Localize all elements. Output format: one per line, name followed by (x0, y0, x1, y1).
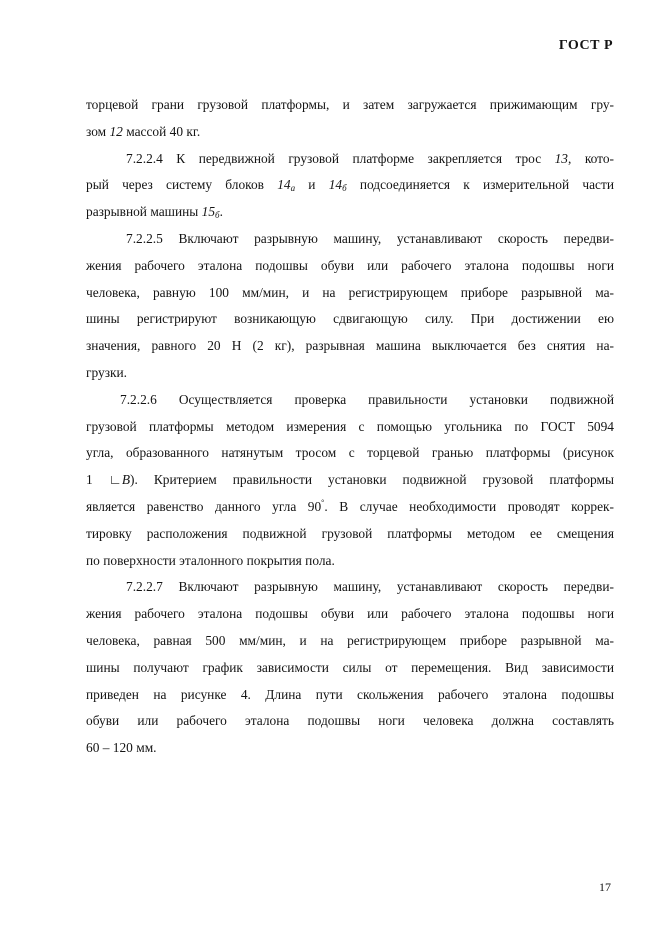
text-line (86, 199, 614, 226)
text-line (86, 172, 614, 199)
ref-number: 15 (201, 204, 216, 220)
text-line: 7.2.2.7 Включают разрывную машину, устанавливают скорость передви- (126, 579, 614, 595)
text-line: 7.2.2.6 Осуществляется проверка правильности установки подвижной (120, 391, 614, 407)
text-line: жения рабочего эталона подошвы обуви или рабочего эталона подошвы ноги (86, 606, 614, 622)
text-line (86, 146, 614, 173)
text-line: тировку расположения подвижной грузовой платформы методом ее смещения (86, 525, 614, 541)
text-line: 7.2.2.5 Включают разрывную машину, устанавливают скорость передви- (126, 230, 614, 246)
text-line (86, 467, 614, 494)
text-fragment: , кото- (568, 150, 614, 166)
document-header: ГОСТ Р (558, 38, 613, 53)
paragraph-continuation (86, 92, 614, 146)
text-line: человека, равная 500 мм/мин, и на регистрирующем приборе разрывной ма- (86, 632, 614, 648)
text-line: торцевой грани грузовой платформы, и затем загружается прижимающим гру- (86, 97, 614, 112)
ref-subscript: а (290, 183, 296, 194)
text-line: 60 – 120 мм. (86, 740, 157, 756)
ref-number: 14 (328, 177, 343, 193)
paragraph-7-2-2-5 (86, 226, 614, 387)
ref-subscript: б (215, 210, 220, 221)
text-fragment: и (295, 177, 329, 193)
paragraph-7-2-2-4 (86, 146, 614, 226)
text-line: шины получают график зависимости силы от перемещения. Вид зависимости (86, 659, 614, 675)
page-number: 17 (599, 880, 611, 894)
figure-ref (277, 177, 295, 192)
degree-mark: ° (321, 497, 325, 507)
text-line: человека, равную 100 мм/мин, и на регистрирующем приборе разрывной ма- (86, 284, 614, 300)
figure-ref: В (121, 472, 131, 488)
text-line: по поверхности эталонного покрытия пола. (86, 552, 335, 568)
figure-ref (202, 204, 220, 219)
text-line: жения рабочего эталона подошвы обуви или рабочего эталона подошвы ноги (86, 257, 614, 273)
text-line: грузовой платформы методом измерения с помощью угольника по ГОСТ 5094 (86, 418, 614, 434)
text-fragment: . В случае необходимости проводят коррек- (324, 498, 614, 514)
text-line: значения, равного 20 Н (2 кг), разрывная машина выключается без снятия на- (86, 338, 614, 354)
figure-ref (329, 177, 347, 192)
paragraph-7-2-2-6 (86, 387, 614, 575)
text-fragment: зом (86, 123, 110, 139)
text-fragment: . (219, 204, 223, 220)
text-line: шины регистрируют возникающую сдвигающую силу. При достижении ею (86, 311, 614, 327)
text-line (86, 119, 614, 146)
text-line: грузки. (86, 364, 128, 380)
text-fragment: разрывной машины (86, 204, 202, 220)
text-fragment: 7.2.2.4 К передвижной грузовой платформе закрепляется трос (126, 150, 555, 166)
ref-number: 14 (277, 177, 291, 193)
text-line: обуви или рабочего эталона подошвы ноги человека должна составлять (86, 713, 614, 729)
paragraph-7-2-2-7 (86, 574, 614, 762)
ref-subscript: б (342, 183, 347, 194)
text-fragment: ). Критерием правильности установки подвижной грузовой платформы (130, 472, 614, 488)
text-fragment: является равенство данного угла 90 (86, 498, 322, 514)
document-body (86, 92, 614, 762)
text-fragment: подсоединяется к измерительной части (346, 177, 614, 193)
text-fragment: рый через систему блоков (86, 177, 278, 193)
figure-ref: 12 (109, 123, 123, 139)
text-line: приведен на рисунке 4. Длина пути скольжения рабочего эталона подошвы (86, 686, 614, 702)
text-line: угла, образованного натянутым тросом с торцевой гранью платформы (рисунок (86, 445, 614, 461)
text-line (86, 494, 614, 521)
text-fragment: массой 40 кг. (122, 123, 201, 139)
figure-ref: 13 (554, 150, 568, 166)
text-fragment: 1 ∟ (86, 472, 122, 488)
